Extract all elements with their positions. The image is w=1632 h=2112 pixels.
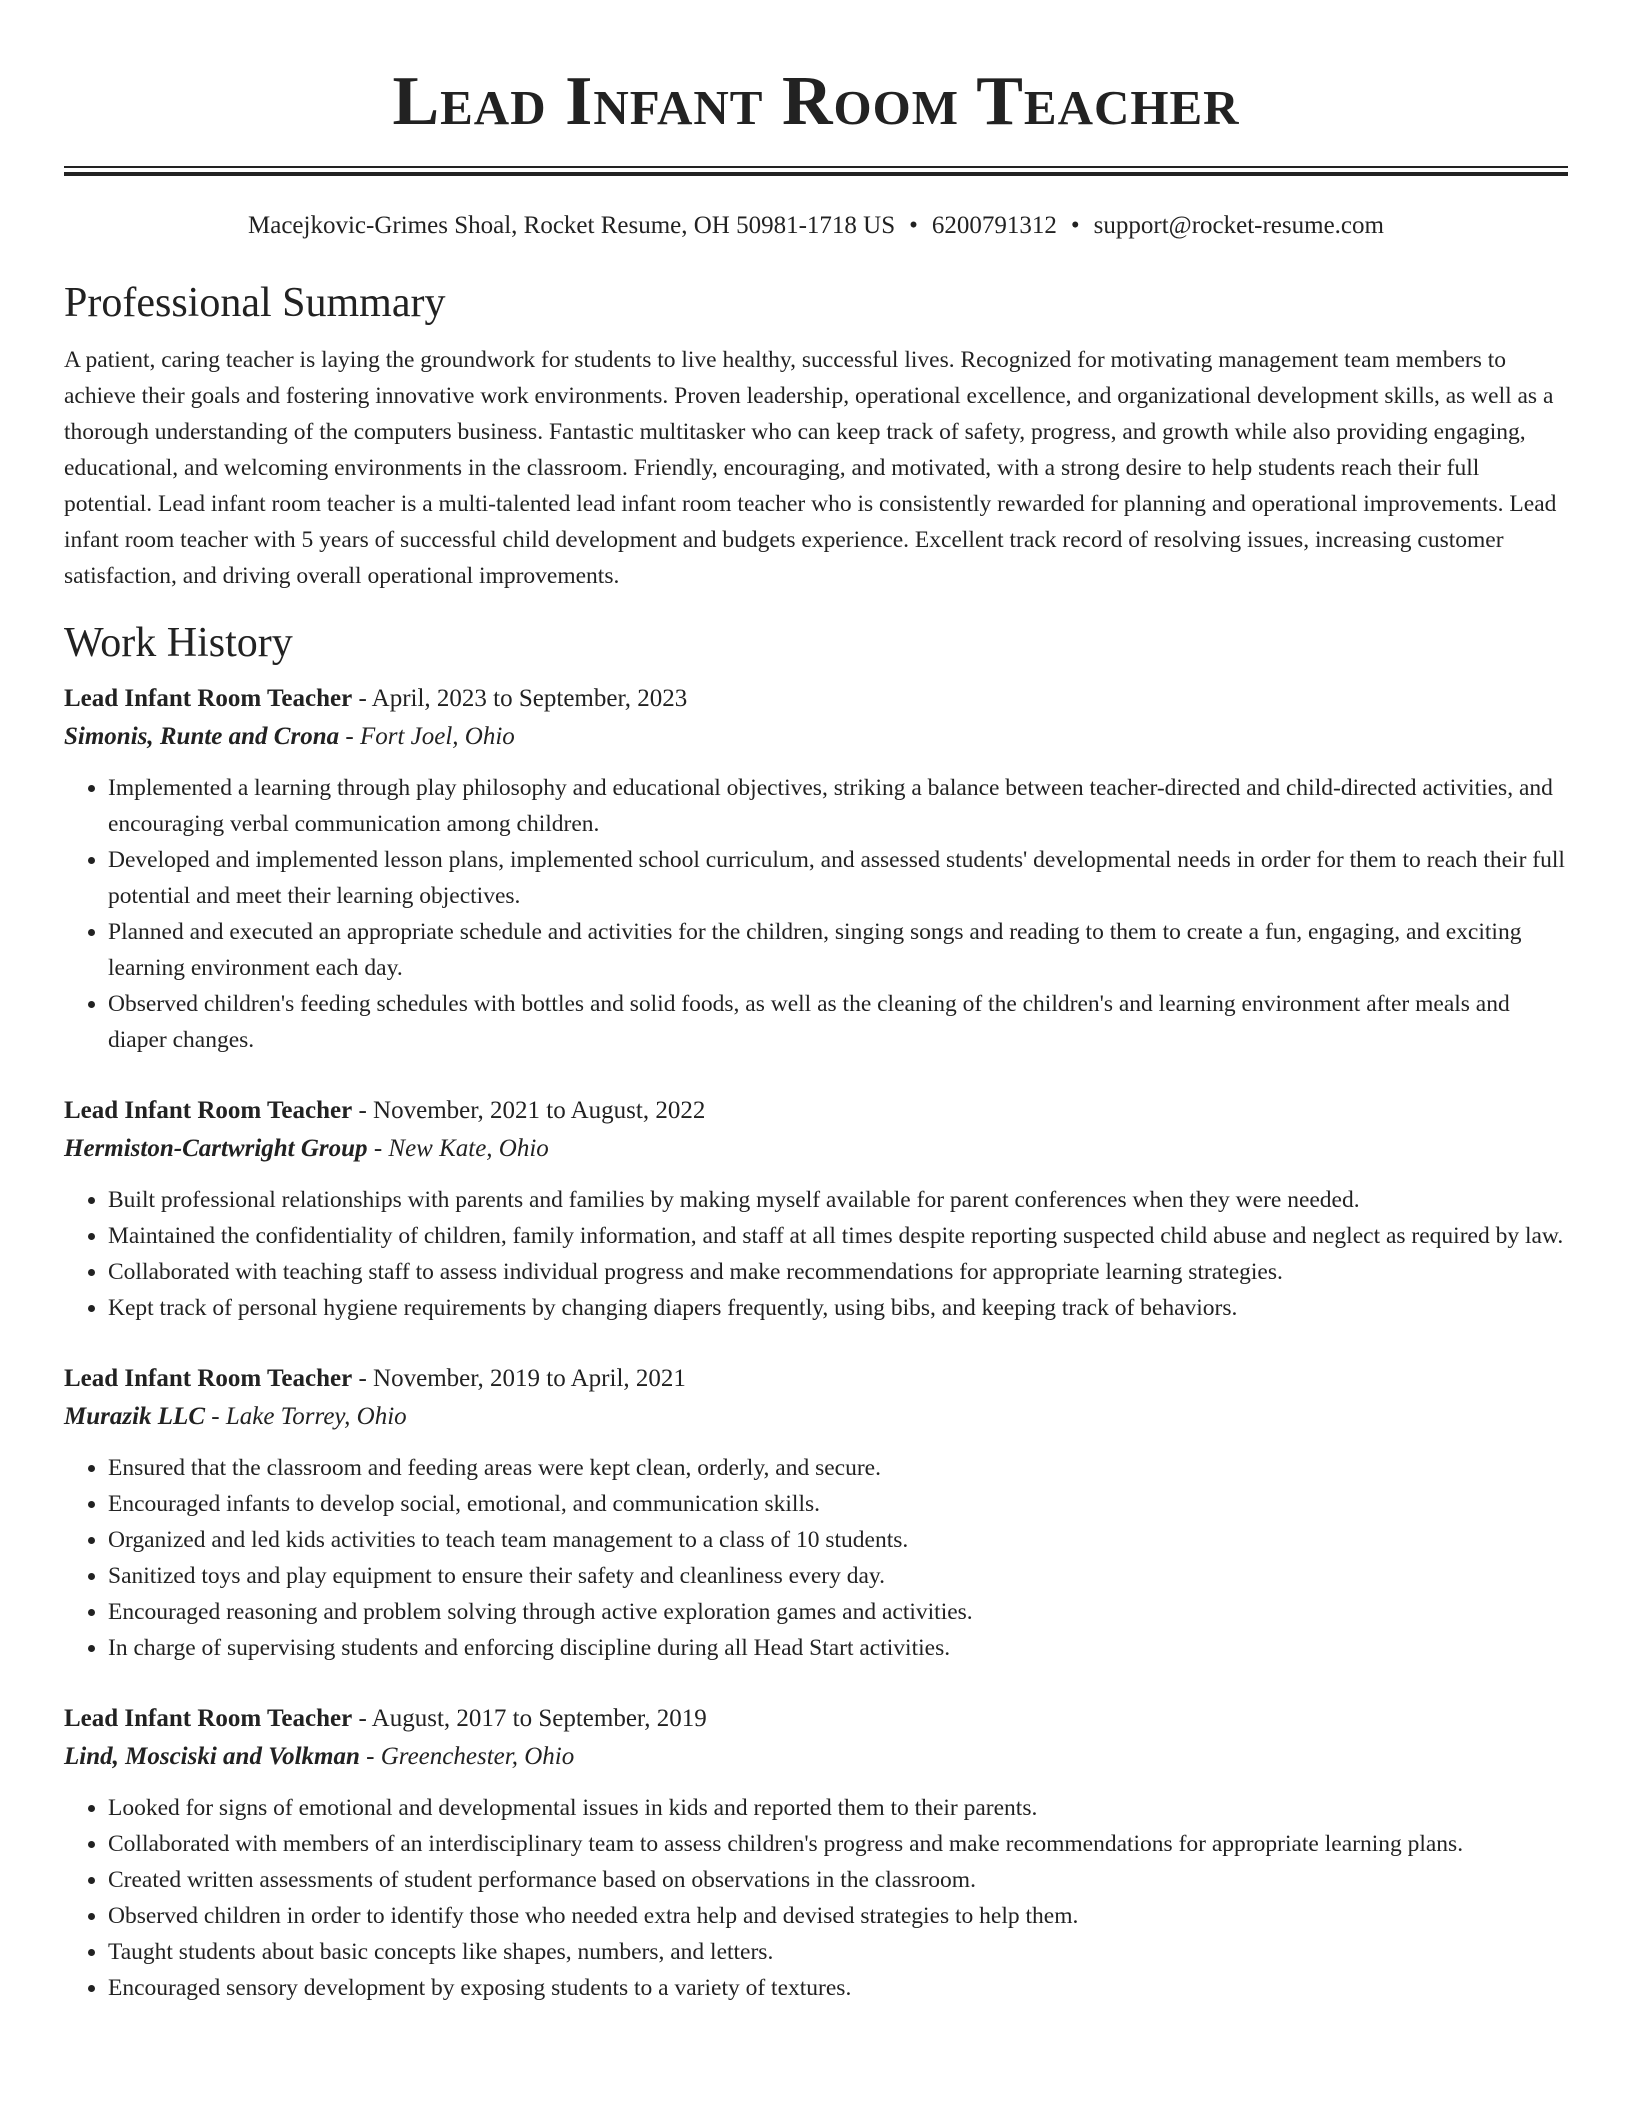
job-bullet: • Organized and led kids activities to teach team management to a class of 10 students.	[108, 1522, 1568, 1558]
job-bullet: • Planned and executed an appropriate schedule and activities for the children, singing songs and reading to them to create a fun, engaging, and exciting learning environment each day.	[108, 914, 1568, 986]
job-dates: - November, 2021 to August, 2022	[352, 1097, 706, 1124]
job-bullet: • In charge of supervising students and enforcing discipline during all Head Start activities.	[108, 1630, 1568, 1666]
job-bullets	[64, 1450, 1568, 1666]
contact-phone: 6200791312	[931, 212, 1057, 239]
job-company: Hermiston-Cartwright Group	[64, 1135, 368, 1162]
job-location: - Greenchester, Ohio	[359, 1743, 575, 1770]
job-employer	[64, 1738, 1568, 1776]
job-bullets	[64, 1790, 1568, 2006]
job-entry	[64, 1700, 1568, 2006]
job-header	[64, 1092, 1568, 1130]
job-bullet: • Collaborated with members of an interdisciplinary team to assess children's progress and make recommendations for appropriate learning plans.	[108, 1826, 1568, 1862]
work-history-heading: Work History	[64, 620, 293, 666]
job-entry	[64, 1360, 1568, 1666]
contact-email[interactable]: support@rocket-resume.com	[1093, 212, 1384, 239]
job-location: - Lake Torrey, Ohio	[205, 1403, 407, 1430]
job-bullet: • Maintained the confidentiality of children, family information, and staff at all times despite reporting suspected child abuse and neglect as required by law.	[108, 1218, 1568, 1254]
job-bullet: • Sanitized toys and play equipment to ensure their safety and cleanliness every day.	[108, 1558, 1568, 1594]
job-header	[64, 680, 1568, 718]
job-bullet: • Encouraged infants to develop social, emotional, and communication skills.	[108, 1486, 1568, 1522]
job-bullet: • Developed and implemented lesson plans, implemented school curriculum, and assessed students' developmental needs in order for them to reach their full potential and meet their learning objectives.	[108, 842, 1568, 914]
job-role: Lead Infant Room Teacher	[64, 1097, 353, 1124]
job-entry	[64, 1092, 1568, 1326]
job-bullet: • Kept track of personal hygiene requirements by changing diapers frequently, using bibs, and keeping track of behaviors.	[108, 1290, 1568, 1326]
job-bullet: • Encouraged reasoning and problem solving through active exploration games and activities.	[108, 1594, 1568, 1630]
job-bullet: • Created written assessments of student performance based on observations in the classroom.	[108, 1862, 1568, 1898]
job-bullet: • Implemented a learning through play philosophy and educational objectives, striking a balance between teacher-directed and child-directed activities, and encouraging verbal communication among children.	[108, 770, 1568, 842]
job-header	[64, 1360, 1568, 1398]
contact-line	[64, 210, 1568, 242]
job-employer	[64, 718, 1568, 756]
job-bullet: • Collaborated with teaching staff to assess individual progress and make recommendations for appropriate learning strategies.	[108, 1254, 1568, 1290]
job-bullet: • Observed children in order to identify those who needed extra help and devised strategies to help them.	[108, 1898, 1568, 1934]
job-bullet: • Ensured that the classroom and feeding areas were kept clean, orderly, and secure.	[108, 1450, 1568, 1486]
job-employer	[64, 1398, 1568, 1436]
job-bullet: • Encouraged sensory development by exposing students to a variety of textures.	[108, 1970, 1568, 2006]
job-bullet: • Observed children's feeding schedules with bottles and solid foods, as well as the cleaning of the children's and learning environment after meals and diaper changes.	[108, 986, 1568, 1058]
job-dates: - April, 2023 to September, 2023	[352, 685, 688, 712]
job-location: - New Kate, Ohio	[367, 1135, 549, 1162]
contact-separator: •	[1070, 212, 1080, 239]
job-bullet: • Built professional relationships with parents and families by making myself available for parent conferences when they were needed.	[108, 1182, 1568, 1218]
job-dates: - November, 2019 to April, 2021	[352, 1365, 686, 1392]
job-employer	[64, 1130, 1568, 1168]
resume-page	[64, 0, 1568, 2006]
job-bullets	[64, 1182, 1568, 1326]
job-role: Lead Infant Room Teacher	[64, 1365, 353, 1392]
job-bullets	[64, 770, 1568, 1058]
job-bullet: • Taught students about basic concepts like shapes, numbers, and letters.	[108, 1934, 1568, 1970]
job-company: Murazik LLC	[64, 1403, 206, 1430]
job-role: Lead Infant Room Teacher	[64, 1705, 353, 1732]
job-role: Lead Infant Room Teacher	[64, 685, 353, 712]
job-header	[64, 1700, 1568, 1738]
job-entry	[64, 680, 1568, 1058]
job-dates: - August, 2017 to September, 2019	[352, 1705, 707, 1732]
job-location: - Fort Joel, Ohio	[339, 723, 515, 750]
header-divider	[64, 166, 1568, 176]
job-company: Lind, Mosciski and Volkman	[64, 1743, 360, 1770]
summary-heading: Professional Summary	[64, 280, 446, 326]
job-company: Simonis, Runte and Crona	[64, 723, 340, 750]
resume-name: Lead Infant Room Teacher	[392, 63, 1240, 140]
job-bullet: • Looked for signs of emotional and developmental issues in kids and reported them to their parents.	[108, 1790, 1568, 1826]
work-history-list	[64, 680, 1568, 2006]
contact-address: Macejkovic-Grimes Shoal, Rocket Resume, OH 50981-1718 US	[248, 212, 896, 239]
contact-separator: •	[909, 212, 918, 239]
summary-text: A patient, caring teacher is laying the groundwork for students to live healthy, successful lives. Recognized for motivating management team members to achieve their goals and fostering innovative work environments. Proven leadership, operational excellence, and organizational development skills, as well as a thorough understanding of the computers business. Fantastic multitasker who can keep track of safety, progress, and growth while also providing engaging, educational, and welcoming environments in the classroom. Friendly, encouraging, and motivated, with a strong desire to help students reach their full potential. Lead infant room teacher is a multi-talented lead infant room teacher who is consistently rewarded for planning and operational improvements. Lead infant room teacher with 5 years of successful child development and budgets experience. Excellent track record of resolving issues, increasing customer satisfaction, and driving overall operational improvements.	[64, 347, 1557, 589]
